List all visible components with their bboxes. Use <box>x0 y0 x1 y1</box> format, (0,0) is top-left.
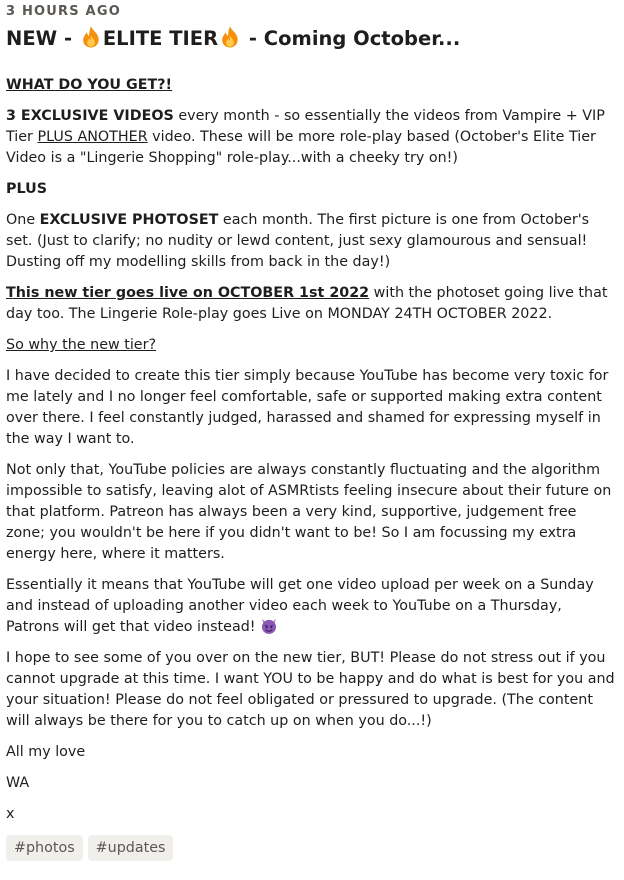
paragraph-youtube-toxic: I have decided to create this tier simply because YouTube has become very toxic for me lately and I no longer feel comfortable, safe or supported making extra content over there. I feel constantly judged, harassed and shamed for expressing myself in the way I want to. <box>6 368 609 447</box>
fire-icon <box>218 25 242 49</box>
signature: WA <box>6 775 30 791</box>
smiling-devil-icon <box>260 617 278 635</box>
exclusive-videos-text: 3 EXCLUSIVE VIDEOS <box>6 108 174 124</box>
tag-photos[interactable]: #photos <box>6 835 83 861</box>
title-suffix: - Coming October... <box>242 27 461 50</box>
kiss: x <box>6 806 15 822</box>
post-timestamp: 3 HOURS AGO <box>6 4 121 19</box>
post-body <box>6 75 618 825</box>
post-title[interactable] <box>6 24 618 54</box>
paragraph-youtube-policies: Not only that, YouTube policies are always constantly fluctuating and the algorithm impossible to satisfy, leaving alot of ASMRtists feeling insecure about their future on that platform. Patreon has always been a very kind, supportive, judgement free zone; you wouldn't be here if you didn't want to be! So I am focussing my extra energy here, where it matters. <box>6 462 612 562</box>
paragraph-text: with the photoset going live that day too. The Lingerie Role-play goes Live on MONDAY 24TH OCTOBER 2022. <box>6 285 608 322</box>
title-prefix: NEW - <box>6 27 79 50</box>
paragraph-text: One <box>6 212 40 228</box>
why-heading: So why the new tier? <box>6 337 157 353</box>
paragraph-go-live <box>6 283 618 325</box>
paragraph-exclusive-photoset <box>6 210 618 273</box>
fire-icon <box>79 25 103 49</box>
exclusive-photoset-text: EXCLUSIVE PHOTOSET <box>39 212 219 228</box>
plus-another-text: PLUS ANOTHER <box>37 129 148 145</box>
tag-list <box>6 835 618 861</box>
tag-updates[interactable]: #updates <box>88 835 174 861</box>
paragraph-text: Essentially it means that YouTube will get one video upload per week on a Sunday and instead of uploading another video each week to YouTube on a Thursday, Patrons will get that video instead! <box>6 577 594 635</box>
sign-off: All my love <box>6 744 86 760</box>
plus-text: PLUS <box>6 181 47 197</box>
paragraph-text: every month - so essentially the videos from Vampire + VIP Tier <box>6 108 605 145</box>
paragraph-upload-schedule <box>6 575 618 638</box>
paragraph-exclusive-videos <box>6 106 618 169</box>
paragraph-hope: I hope to see some of you over on the new tier, BUT! Please do not stress out if you cannot upgrade at this time. I want YOU to be happy and do what is best for you and your situation! Please do not feel obligated or pressured to upgrade. (The content will always be there for you to catch up on when you do...!) <box>6 650 615 729</box>
paragraph-text: each month. The first picture is one from October's set. (Just to clarify; no nudity or lewd content, just sexy glamourous and sensual! Dusting off my modelling skills from back in the day!) <box>6 212 590 270</box>
section-heading: WHAT DO YOU GET?! <box>6 77 173 93</box>
paragraph-text: video. These will be more role-play based (October's Elite Tier Video is a "Lingerie Shopping" role-play...with a cheeky try on!) <box>6 129 596 166</box>
go-live-date-text: This new tier goes live on OCTOBER 1st 2022 <box>6 285 370 301</box>
title-elite-tier: ELITE TIER <box>102 27 219 50</box>
